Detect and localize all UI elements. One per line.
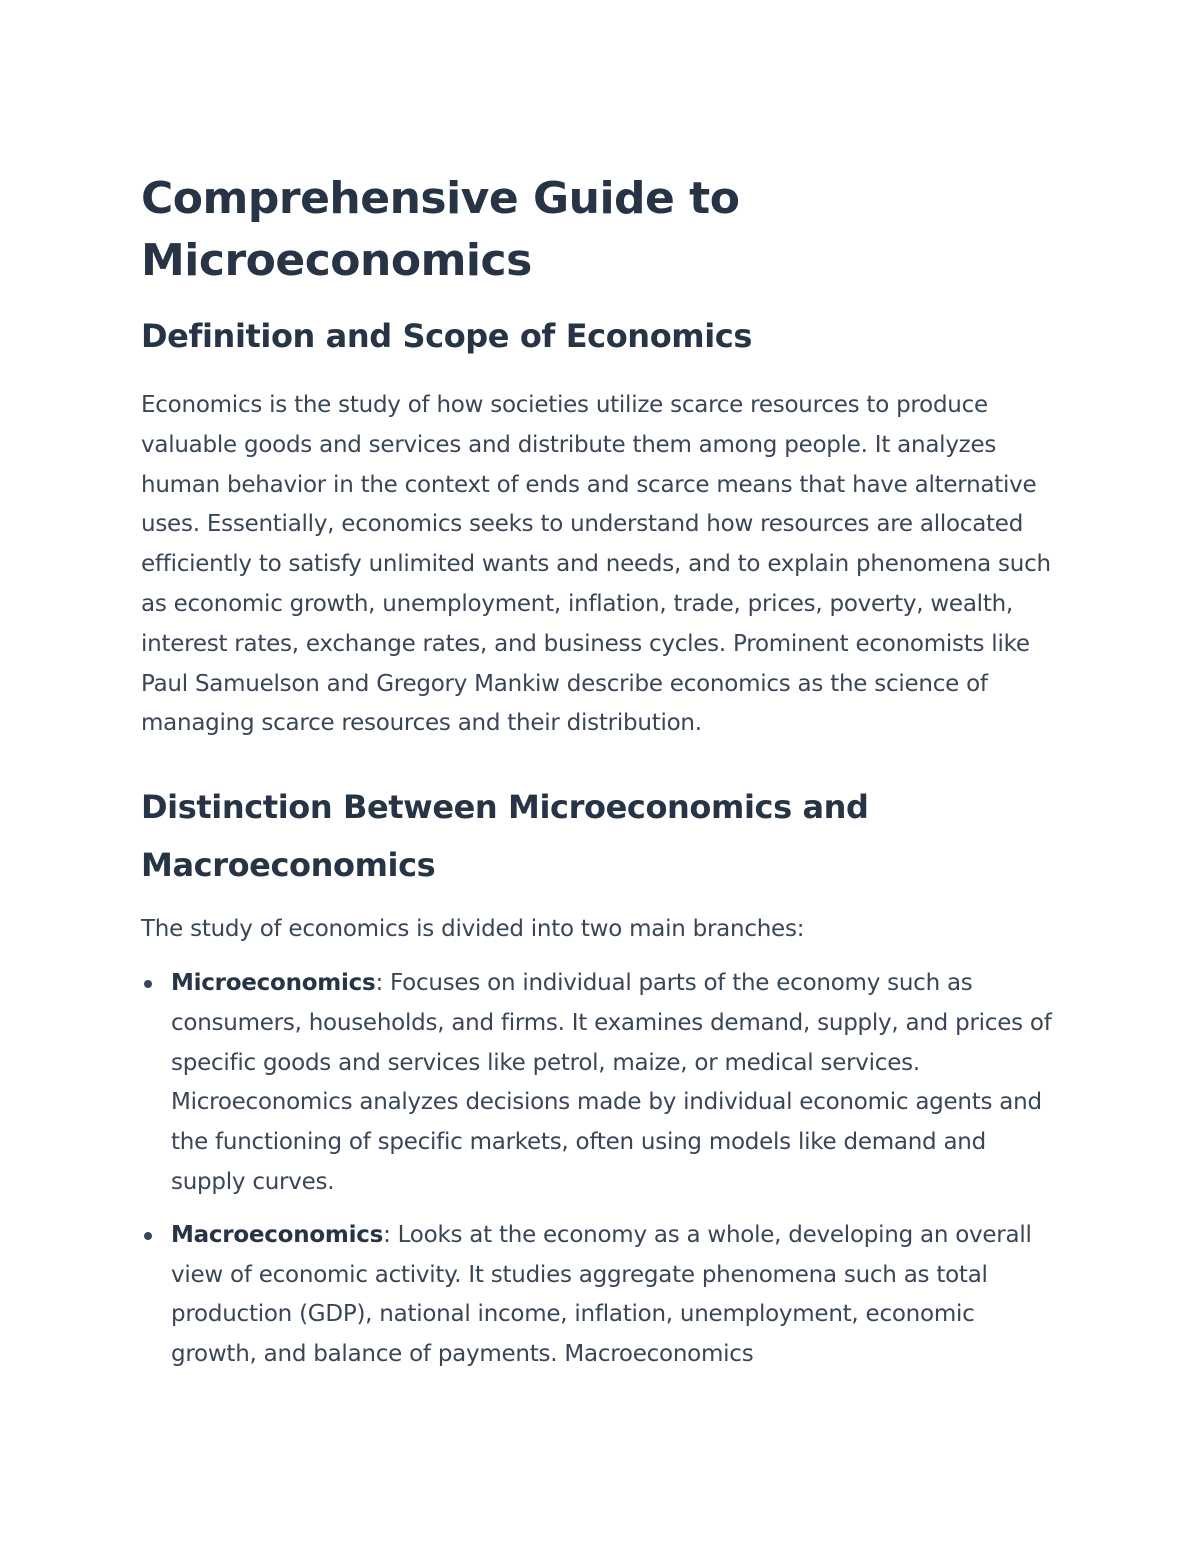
section-heading-distinction: Distinction Between Microeconomics and Macroeconomics <box>141 788 869 885</box>
list-item-microeconomics <box>141 964 1056 1203</box>
document-page <box>141 168 1056 1388</box>
definition-paragraph: Economics is the study of how societies utilize scarce resources to produce valuable goods and services and distribute them among people. It analyzes human behavior in the context of ends and scarce means that have alternative uses. Essentially, economics seeks to understand how resources are allocated efficiently to satisfy unlimited wants and needs, and to explain phenomena such as economic growth, unemployment, inflation, trade, prices, poverty, wealth, interest rates, exchange rates, and business cycles. Prominent economists like Paul Samuelson and Gregory Mankiw describe economics as the science of managing scarce resources and their distribution. <box>141 392 1051 737</box>
term-microeconomics: Microeconomics <box>171 969 376 996</box>
description-macroeconomics: : Looks at the economy as a whole, developing an overall view of economic activity. It studies aggregate phenomena such as total production (GDP), national income, inflation, unemployment, economic growth, and balance of payments. Macroeconomics <box>171 1221 1032 1368</box>
branches-intro: The study of economics is divided into two main branches: <box>141 916 805 943</box>
term-macroeconomics: Macroeconomics <box>171 1221 384 1248</box>
document-title: Comprehensive Guide to Microeconomics <box>141 173 740 286</box>
bullet-icon <box>144 980 152 988</box>
bullet-icon <box>144 1232 152 1240</box>
section-heading-definition: Definition and Scope of Economics <box>141 317 753 355</box>
list-item-macroeconomics <box>141 1216 1056 1375</box>
branches-list <box>141 964 1056 1375</box>
description-microeconomics: : Focuses on individual parts of the economy such as consumers, households, and firms. It examines demand, supply, and prices of specific goods and services like petrol, maize, or medical services. Microeconomics analyzes decisions made by individual economic agents and the functioning of specific markets, often using models like demand and supply curves. <box>171 969 1052 1195</box>
